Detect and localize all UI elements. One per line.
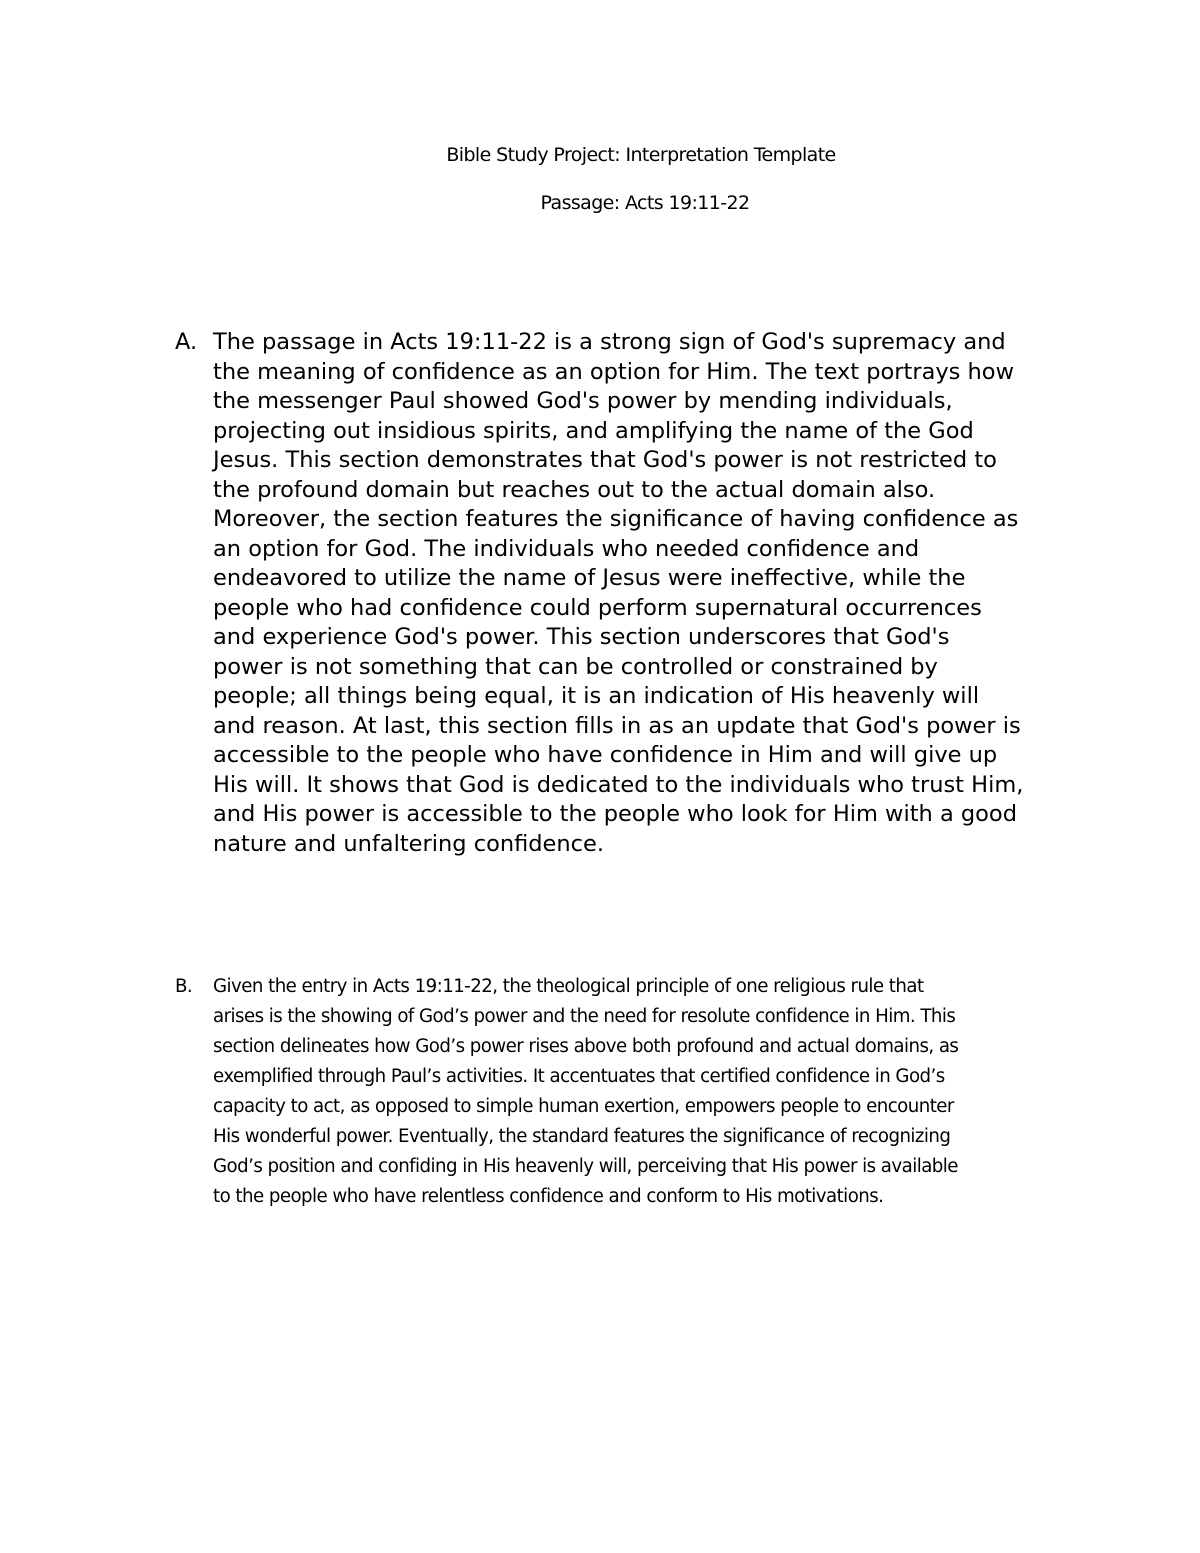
paragraph-line: and His power is accessible to the people who look for Him with a good	[213, 801, 1017, 827]
paragraph-line: The passage in Acts 19:11-22 is a strong sign of God's supremacy and	[213, 329, 1006, 355]
paragraph-line: Moreover, the section features the significance of having confidence as	[213, 506, 1019, 532]
paragraph-line: projecting out insidious spirits, and amplifying the name of the God	[213, 417, 974, 444]
paragraph-line: endeavored to utilize the name of Jesus were ineffective, while the	[213, 565, 966, 591]
paragraph-line: the meaning of confidence as an option for Him. The text portrays how	[213, 358, 1014, 385]
list-item-b	[175, 972, 1065, 1212]
paragraph-line: arises is the showing of God’s power and the need for resolute confidence in Him. This	[213, 1006, 956, 1027]
paragraph-line: section delineates how God’s power rises above both profound and actual domains, as	[213, 1036, 959, 1057]
paragraph-line: exemplified through Paul’s activities. It accentuates that certified confidence in God’s	[213, 1066, 945, 1087]
paragraph-line: Jesus. This section demonstrates that God's power is not restricted to	[213, 447, 997, 473]
paragraph-line: and reason. At last, this section fills in as an update that God's power is	[213, 712, 1021, 739]
passage-reference: Passage: Acts 19:11-22	[540, 192, 750, 214]
list-item-a	[175, 328, 1075, 859]
paragraph-line: the profound domain but reaches out to the actual domain also.	[213, 476, 936, 503]
paragraph-b	[213, 972, 1065, 1212]
paragraph-line: Given the entry in Acts 19:11-22, the theological principle of one religious rule that	[213, 976, 924, 997]
paragraph-line: power is not something that can be controlled or constrained by	[213, 653, 938, 680]
paragraph-line: people who had confidence could perform supernatural occurrences	[213, 594, 982, 621]
paragraph-line: nature and unfaltering confidence.	[213, 830, 605, 857]
list-marker-b: B.	[175, 976, 193, 997]
paragraph-line: an option for God. The individuals who needed confidence and	[213, 535, 920, 562]
paragraph-line: and experience God's power. This section underscores that God's	[213, 624, 950, 650]
paragraph-line: His will. It shows that God is dedicated to the individuals who trust Him,	[213, 771, 1024, 798]
paragraph-line: His wonderful power. Eventually, the standard features the significance of recognizing	[213, 1126, 951, 1147]
paragraph-line: to the people who have relentless confidence and conform to His motivations.	[213, 1186, 884, 1207]
paragraph-line: the messenger Paul showed God's power by mending individuals,	[213, 388, 953, 414]
list-marker-a: A.	[175, 329, 198, 355]
paragraph-line: people; all things being equal, it is an indication of His heavenly will	[213, 683, 980, 709]
paragraph-line: God’s position and confiding in His heavenly will, perceiving that His power is available	[213, 1156, 958, 1177]
paragraph-line: accessible to the people who have confidence in Him and will give up	[213, 742, 998, 768]
paragraph-line: capacity to act, as opposed to simple human exertion, empowers people to encounter	[213, 1096, 954, 1117]
page-title: Bible Study Project: Interpretation Template	[446, 144, 836, 166]
paragraph-a	[213, 328, 1075, 859]
